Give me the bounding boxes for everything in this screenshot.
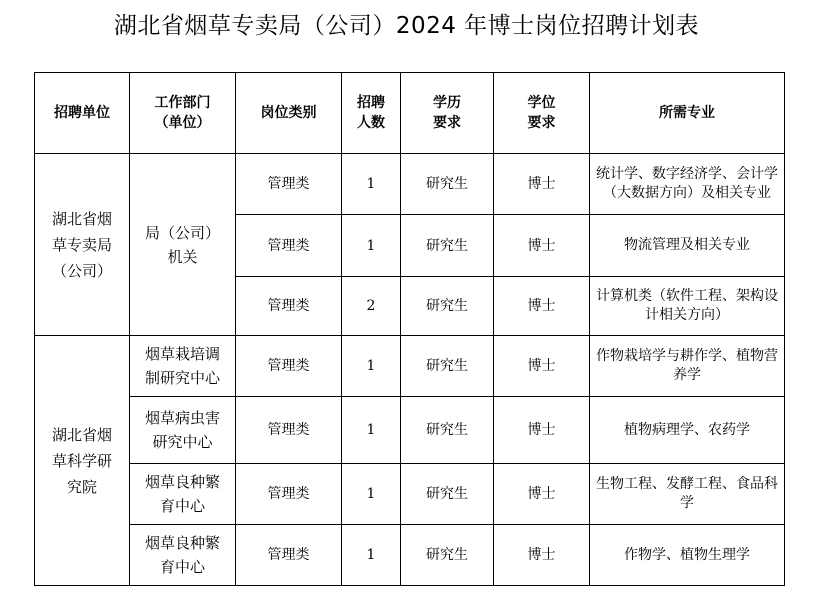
category-cell: 管理类	[236, 397, 342, 464]
count-cell: 1	[342, 397, 401, 464]
header-degree: 学位 要求	[494, 73, 590, 154]
education-cell: 研究生	[401, 215, 494, 277]
degree-cell: 博士	[494, 154, 590, 215]
count-cell: 1	[342, 525, 401, 586]
count-cell: 2	[342, 277, 401, 336]
degree-cell: 博士	[494, 464, 590, 525]
education-cell: 研究生	[401, 525, 494, 586]
recruitment-table	[34, 72, 785, 586]
dept-cell: 烟草栽培调 制研究中心	[130, 336, 236, 397]
table-row	[35, 154, 785, 215]
dept-cell: 烟草良种繁 育中心	[130, 525, 236, 586]
table-row	[35, 525, 785, 586]
degree-cell: 博士	[494, 277, 590, 336]
unit-cell: 湖北省烟 草科学研 究院	[35, 336, 130, 586]
count-cell: 1	[342, 154, 401, 215]
education-cell: 研究生	[401, 336, 494, 397]
unit-cell: 湖北省烟 草专卖局 （公司）	[35, 154, 130, 336]
degree-cell: 博士	[494, 336, 590, 397]
major-cell: 生物工程、发酵工程、食品科学	[590, 464, 785, 525]
education-cell: 研究生	[401, 277, 494, 336]
dept-cell: 局（公司） 机关	[130, 154, 236, 336]
major-cell: 作物学、植物生理学	[590, 525, 785, 586]
major-cell: 物流管理及相关专业	[590, 215, 785, 277]
category-cell: 管理类	[236, 215, 342, 277]
header-count: 招聘 人数	[342, 73, 401, 154]
table-row	[35, 397, 785, 464]
count-cell: 1	[342, 215, 401, 277]
category-cell: 管理类	[236, 336, 342, 397]
count-cell: 1	[342, 464, 401, 525]
major-cell: 植物病理学、农药学	[590, 397, 785, 464]
category-cell: 管理类	[236, 154, 342, 215]
education-cell: 研究生	[401, 154, 494, 215]
degree-cell: 博士	[494, 215, 590, 277]
table-row	[35, 336, 785, 397]
education-cell: 研究生	[401, 464, 494, 525]
header-major: 所需专业	[590, 73, 785, 154]
header-row	[35, 73, 785, 154]
header-education: 学历 要求	[401, 73, 494, 154]
header-dept: 工作部门 （单位）	[130, 73, 236, 154]
major-cell: 计算机类（软件工程、架构设计相关方向）	[590, 277, 785, 336]
header-category: 岗位类别	[236, 73, 342, 154]
degree-cell: 博士	[494, 525, 590, 586]
major-cell: 统计学、数字经济学、会计学（大数据方向）及相关专业	[590, 154, 785, 215]
dept-cell: 烟草病虫害 研究中心	[130, 397, 236, 464]
dept-cell: 烟草良种繁 育中心	[130, 464, 236, 525]
page-title: 湖北省烟草专卖局（公司）2024 年博士岗位招聘计划表	[113, 13, 700, 39]
category-cell: 管理类	[236, 464, 342, 525]
category-cell: 管理类	[236, 277, 342, 336]
education-cell: 研究生	[401, 397, 494, 464]
table-row	[35, 464, 785, 525]
category-cell: 管理类	[236, 525, 342, 586]
count-cell: 1	[342, 336, 401, 397]
major-cell: 作物栽培学与耕作学、植物营养学	[590, 336, 785, 397]
degree-cell: 博士	[494, 397, 590, 464]
header-unit: 招聘单位	[35, 73, 130, 154]
